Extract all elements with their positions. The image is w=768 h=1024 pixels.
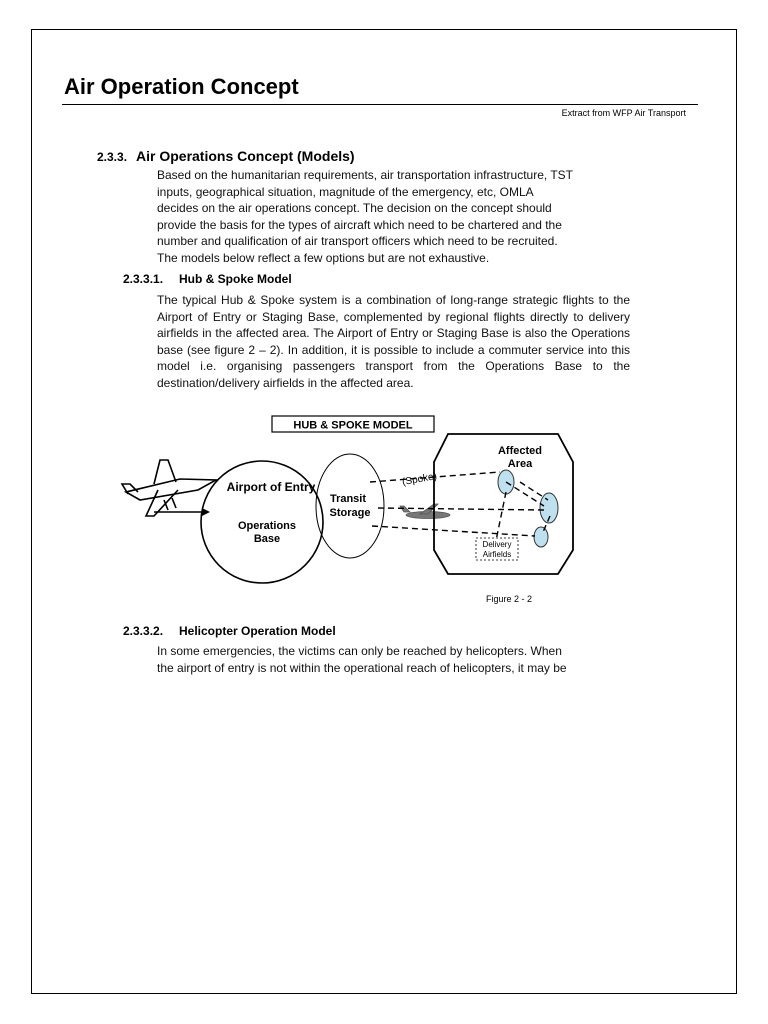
airfields-label: Airfields xyxy=(482,550,512,559)
section-2-3-3-line: inputs, geographical situation, magnitude of the emergency, etc, OMLA xyxy=(157,184,534,199)
transit-storage-ellipse xyxy=(316,454,384,558)
section-2-3-3-line: Based on the humanitarian requirements, air transportation infrastructure, TST xyxy=(157,168,573,182)
delivery-airfield-3 xyxy=(534,527,548,547)
delivery-label: Delivery xyxy=(482,540,512,549)
airport-of-entry-label: Airport of Entry xyxy=(226,480,316,494)
operations-label: Operations xyxy=(237,520,297,532)
figure-caption: Figure 2 - 2 xyxy=(486,594,533,604)
diagram-heading: HUB & SPOKE MODEL xyxy=(293,419,413,432)
spoke-label: (Spoke) xyxy=(401,471,438,488)
page-title: Air Operation Concept xyxy=(64,74,299,99)
hub-spoke-diagram xyxy=(120,412,590,592)
section-2-3-3-1-number: 2.3.3.1. xyxy=(123,272,164,286)
section-2-3-3-title: Air Operations Concept (Models) xyxy=(136,148,355,164)
affected-label: Affected xyxy=(497,445,543,457)
section-2-3-3-line: number and qualification of air transport officers which need to be recruited. xyxy=(157,234,558,248)
section-2-3-3-2-line: the airport of entry is not within the operational reach of helicopters, it may be xyxy=(157,660,567,675)
spoke-routes xyxy=(370,472,550,560)
storage-label: Storage xyxy=(329,507,371,519)
inbound-arrow-head xyxy=(202,508,210,516)
section-2-3-3-line: provide the basis for the types of aircraft which need to be chartered and the xyxy=(157,217,562,232)
transit-label: Transit xyxy=(329,493,367,505)
section-2-3-3-line: decides on the air operations concept. The decision on the concept should xyxy=(157,201,552,215)
area-label: Area xyxy=(507,458,533,470)
section-2-3-3-2-title: Helicopter Operation Model xyxy=(179,624,336,638)
base-label: Base xyxy=(253,533,281,545)
extract-note: Extract from WFP Air Transport xyxy=(561,108,686,118)
airplane-icon xyxy=(122,460,216,516)
section-2-3-3-2-body xyxy=(157,643,630,676)
section-2-3-3-2-line: In some emergencies, the victims can only be reached by helicopters. When xyxy=(157,644,562,658)
section-2-3-3-body xyxy=(157,167,630,266)
section-2-3-3-line: The models below reflect a few options but are not exhaustive. xyxy=(157,250,490,265)
section-2-3-3-1-body: The typical Hub & Spoke system is a combination of long-range strategic flights to the Airport of Entry or Staging Base, complemented by regional flights directly to delivery airfields in the affected area. The Airport of Entry or Staging Base is also the Operations base (see figure 2 – 2). In addition, it is possible to include a commuter service into this model i.e. organising passengers transport from the Operations Base to the destination/delivery airfields in the affected area. xyxy=(157,293,630,390)
section-2-3-3-2-number: 2.3.3.2. xyxy=(123,624,164,638)
section-2-3-3-number: 2.3.3. xyxy=(97,150,128,164)
small-plane-icon xyxy=(400,504,450,519)
title-rule xyxy=(62,104,698,105)
section-2-3-3-1-title: Hub & Spoke Model xyxy=(179,272,292,286)
